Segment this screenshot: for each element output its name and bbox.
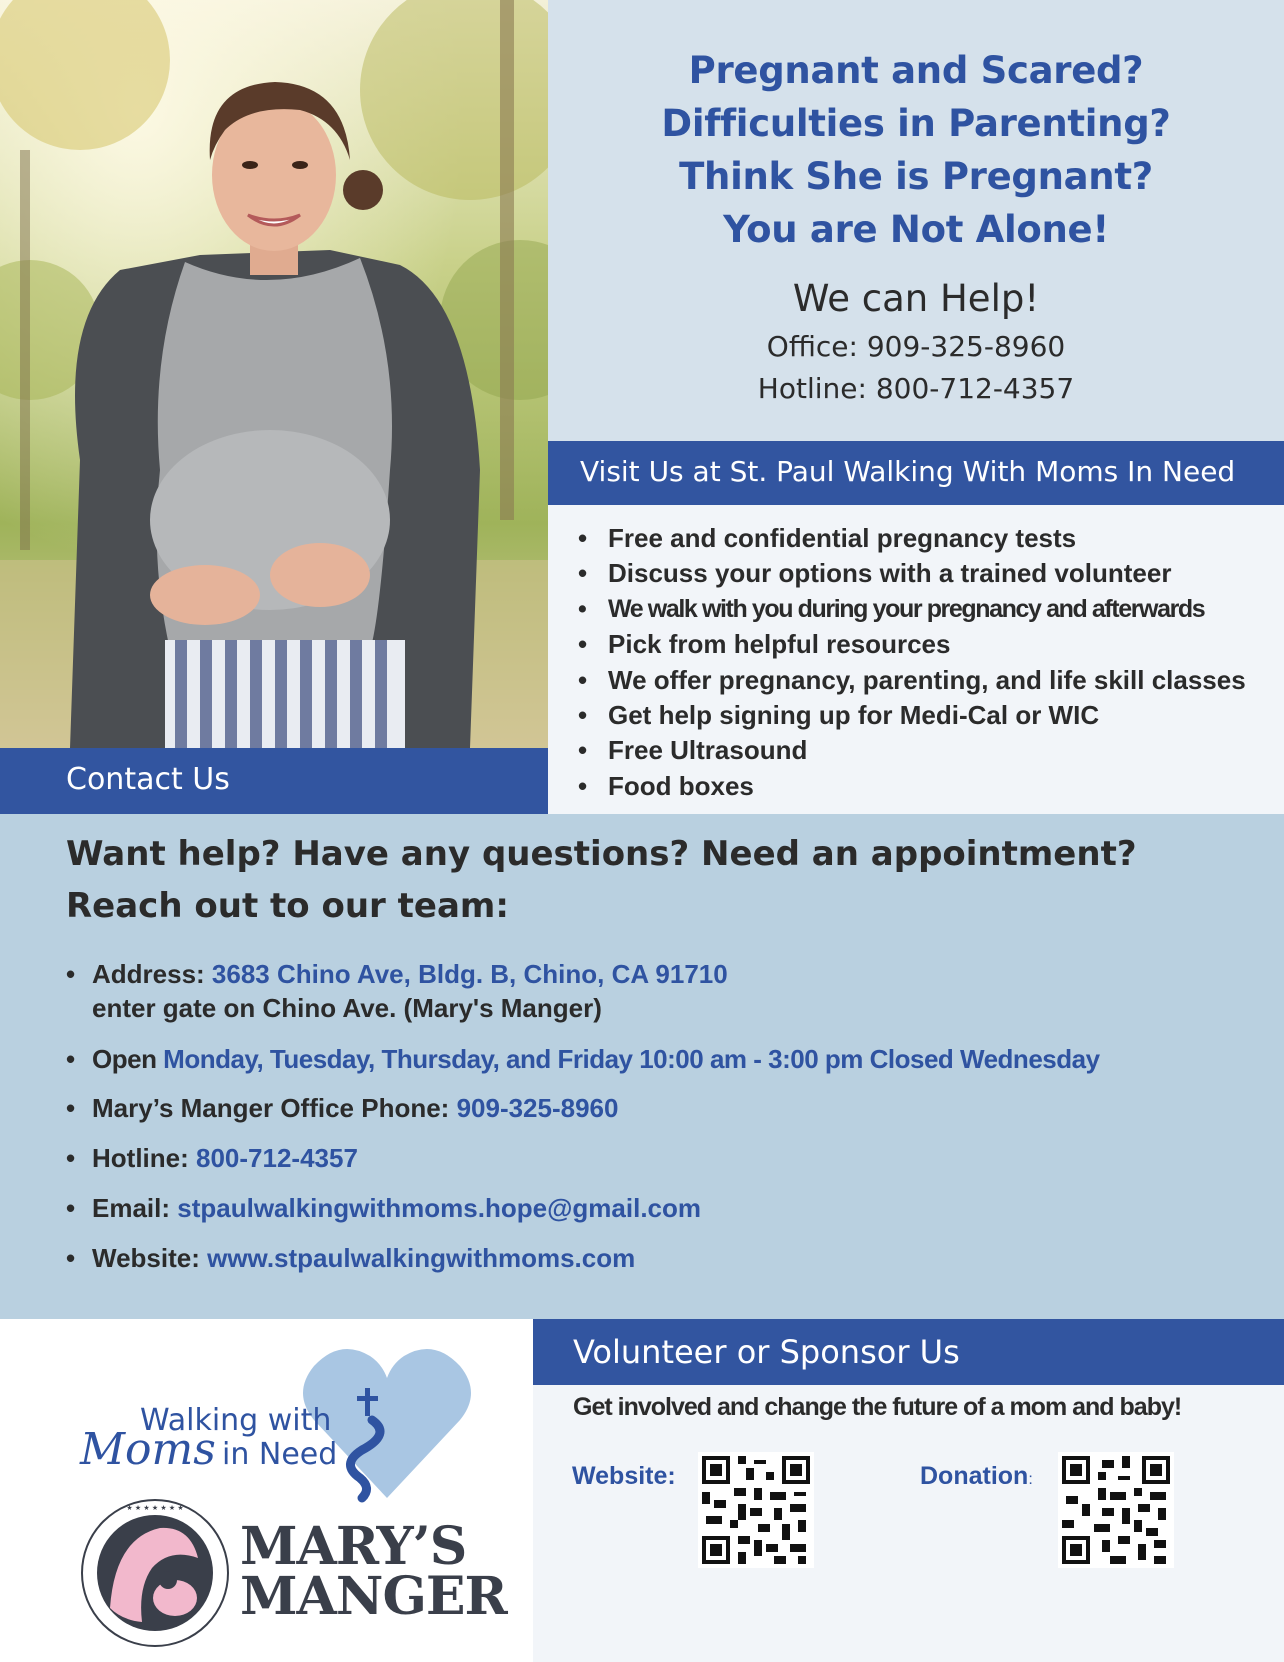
headline-1: Pregnant and Scared? bbox=[688, 49, 1144, 92]
hotline-label: Hotline: bbox=[92, 1143, 196, 1173]
office-phone-contact-line: • Mary’s Manger Office Phone: 909-325-8960 bbox=[66, 1093, 619, 1123]
headline-2: Difficulties in Parenting? bbox=[661, 102, 1171, 145]
email-label: Email: bbox=[92, 1193, 178, 1223]
website-line: • Website: www.stpaulwalkingwithmoms.com bbox=[66, 1243, 636, 1273]
donation-colon: : bbox=[1028, 1471, 1033, 1488]
donation-qr-code[interactable] bbox=[1058, 1452, 1174, 1568]
email-line: • Email: stpaulwalkingwithmoms.hope@gmail.com bbox=[66, 1193, 702, 1223]
hotline-contact-line: • Hotline: 800-712-4357 bbox=[66, 1143, 358, 1173]
hero-panel bbox=[548, 0, 1284, 441]
manger-line1: MARY’S bbox=[240, 1516, 467, 1577]
hours-label: Open bbox=[92, 1044, 164, 1074]
service-item: • Food boxes bbox=[578, 769, 1246, 804]
contact-panel bbox=[0, 814, 1284, 1319]
services-panel bbox=[548, 505, 1284, 814]
pregnant-woman-photo bbox=[0, 0, 548, 748]
hero-photo bbox=[0, 0, 548, 748]
volunteer-bar bbox=[533, 1319, 1284, 1385]
hotline-link[interactable]: 800-712-4357 bbox=[196, 1143, 358, 1173]
walking-logo-line1: Walking with bbox=[140, 1403, 332, 1438]
marys-manger-logo-text bbox=[240, 1516, 507, 1627]
service-item: • We offer pregnancy, parenting, and life skill classes bbox=[578, 663, 1246, 698]
headline-3: Think She is Pregnant? bbox=[679, 155, 1153, 198]
service-item: • Pick from helpful resources bbox=[578, 627, 1246, 662]
office-phone-link[interactable]: 909-325-8960 bbox=[456, 1093, 619, 1123]
website-link[interactable]: www.stpaulwalkingwithmoms.com bbox=[207, 1243, 636, 1273]
service-item: • We walk with you during your pregnancy and afterwards bbox=[578, 592, 1246, 627]
website-qr-icon bbox=[698, 1452, 814, 1568]
hotline-phone-line: Hotline: 800-712-4357 bbox=[757, 372, 1075, 405]
donation-label: Donation bbox=[920, 1462, 1029, 1490]
contact-us-bar bbox=[0, 748, 548, 814]
office-phone-label: Mary’s Manger Office Phone: bbox=[92, 1093, 457, 1123]
address-line: • Address: 3683 Chino Ave, Bldg. B, Chino, CA 91710 bbox=[66, 959, 728, 989]
office-phone-line: Office: 909-325-8960 bbox=[766, 330, 1066, 363]
help-title: We can Help! bbox=[792, 277, 1040, 320]
walking-logo-moms: Moms bbox=[80, 1424, 216, 1475]
service-item: • Free and confidential pregnancy tests bbox=[578, 521, 1246, 556]
donation-qr-icon bbox=[1058, 1452, 1174, 1568]
hours-value: Monday, Tuesday, Thursday, and Friday 10:00 am - 3:00 pm Closed Wednesday bbox=[163, 1044, 1100, 1074]
volunteer-title: Volunteer or Sponsor Us bbox=[573, 1333, 960, 1371]
service-item: • Discuss your options with a trained volunteer bbox=[578, 556, 1246, 591]
address-label: Address: bbox=[92, 959, 212, 989]
address-value[interactable]: 3683 Chino Ave, Bldg. B, Chino, CA 91710 bbox=[211, 959, 728, 989]
volunteer-tagline: Get involved and change the future of a mom and baby! bbox=[573, 1393, 1182, 1421]
website-qr-label: Website: bbox=[572, 1462, 676, 1490]
services-list bbox=[578, 521, 1246, 804]
donation-qr-label bbox=[920, 1462, 1033, 1491]
contact-heading-2: Reach out to our team: bbox=[66, 886, 509, 926]
hours-line: • Open Monday, Tuesday, Thursday, and Friday 10:00 am - 3:00 pm Closed Wednesday bbox=[66, 1044, 1100, 1074]
contact-us-title: Contact Us bbox=[66, 762, 230, 797]
email-link[interactable]: stpaulwalkingwithmoms.hope@gmail.com bbox=[177, 1193, 702, 1223]
manger-line2: MANGER bbox=[240, 1566, 507, 1627]
visit-us-title: Visit Us at St. Paul Walking With Moms In Need bbox=[580, 455, 1236, 488]
headline-4: You are Not Alone! bbox=[723, 208, 1109, 251]
walking-logo-line2: in Need bbox=[222, 1437, 338, 1472]
marys-manger-seal-icon bbox=[80, 1498, 230, 1648]
headline-group bbox=[548, 44, 1284, 256]
service-item: • Get help signing up for Medi-Cal or WIC bbox=[578, 698, 1246, 733]
address-note: enter gate on Chino Ave. (Mary's Manger) bbox=[92, 993, 602, 1023]
contact-heading-1: Want help? Have any questions? Need an appointment? bbox=[66, 834, 1137, 874]
website-label: Website: bbox=[92, 1243, 208, 1273]
visit-us-bar bbox=[548, 441, 1284, 505]
svg-text:★ ★ ★ ★ ★ ★ ★: ★ ★ ★ ★ ★ ★ ★ bbox=[126, 1504, 184, 1512]
website-qr-code[interactable] bbox=[698, 1452, 814, 1568]
service-item: • Free Ultrasound bbox=[578, 733, 1246, 768]
